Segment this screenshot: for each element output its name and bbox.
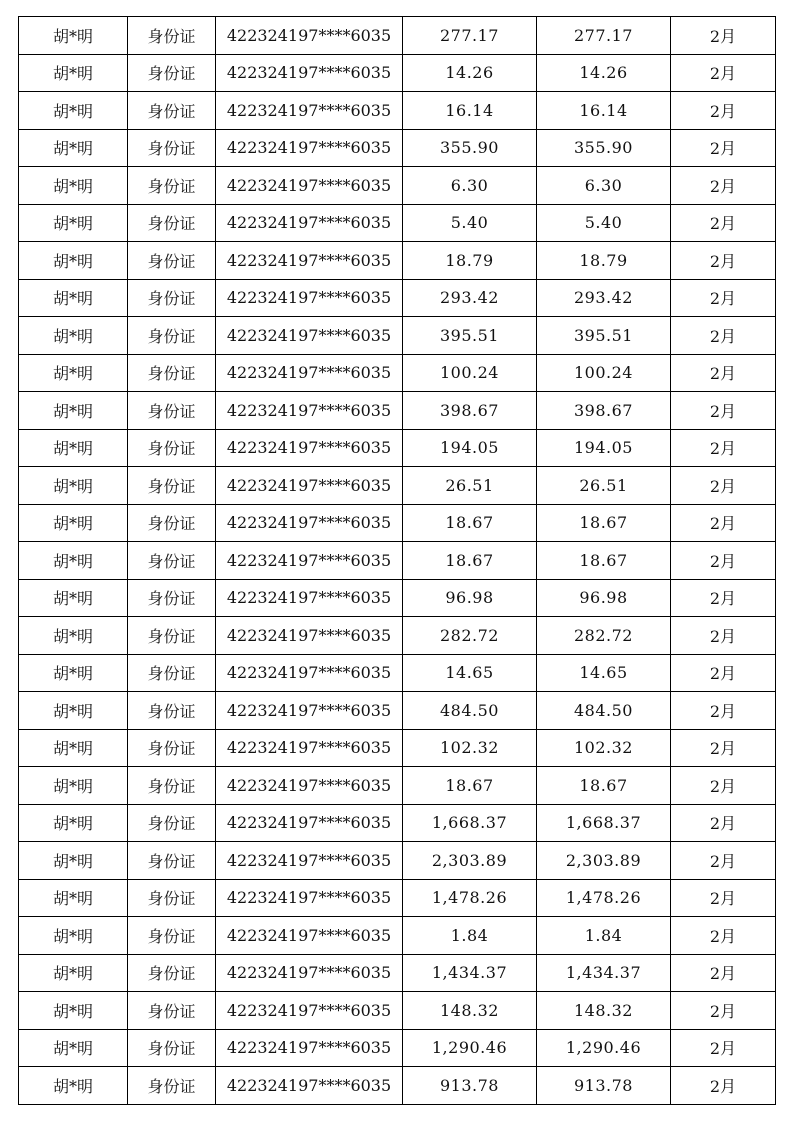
amount-cell: 26.51 [403, 467, 537, 505]
id-number-cell: 422324197****6035 [216, 729, 403, 767]
amount-total-cell: 1.84 [537, 917, 671, 955]
table-row [19, 542, 776, 580]
id-type-cell: 身份证 [128, 467, 216, 505]
table-row [19, 204, 776, 242]
table-row [19, 617, 776, 655]
month-cell: 2月 [671, 804, 776, 842]
month-cell: 2月 [671, 317, 776, 355]
id-number-cell: 422324197****6035 [216, 429, 403, 467]
amount-total-cell: 18.79 [537, 242, 671, 280]
amount-total-cell: 18.67 [537, 504, 671, 542]
table-row [19, 579, 776, 617]
id-number-cell: 422324197****6035 [216, 467, 403, 505]
name-cell: 胡*明 [19, 992, 128, 1030]
name-cell: 胡*明 [19, 17, 128, 55]
month-cell: 2月 [671, 167, 776, 205]
month-cell: 2月 [671, 579, 776, 617]
amount-total-cell: 355.90 [537, 129, 671, 167]
table-row [19, 392, 776, 430]
name-cell: 胡*明 [19, 767, 128, 805]
name-cell: 胡*明 [19, 354, 128, 392]
name-cell: 胡*明 [19, 92, 128, 130]
amount-total-cell: 194.05 [537, 429, 671, 467]
month-cell: 2月 [671, 692, 776, 730]
amount-cell: 18.67 [403, 542, 537, 580]
month-cell: 2月 [671, 204, 776, 242]
amount-cell: 16.14 [403, 92, 537, 130]
amount-total-cell: 2,303.89 [537, 842, 671, 880]
amount-total-cell: 1,434.37 [537, 954, 671, 992]
amount-cell: 5.40 [403, 204, 537, 242]
id-type-cell: 身份证 [128, 279, 216, 317]
amount-cell: 1,290.46 [403, 1029, 537, 1067]
id-type-cell: 身份证 [128, 242, 216, 280]
month-cell: 2月 [671, 429, 776, 467]
amount-cell: 293.42 [403, 279, 537, 317]
month-cell: 2月 [671, 917, 776, 955]
month-cell: 2月 [671, 54, 776, 92]
id-type-cell: 身份证 [128, 92, 216, 130]
amount-cell: 18.67 [403, 767, 537, 805]
table-row [19, 729, 776, 767]
amount-cell: 6.30 [403, 167, 537, 205]
name-cell: 胡*明 [19, 729, 128, 767]
amount-cell: 395.51 [403, 317, 537, 355]
id-number-cell: 422324197****6035 [216, 354, 403, 392]
id-type-cell: 身份证 [128, 617, 216, 655]
name-cell: 胡*明 [19, 617, 128, 655]
month-cell: 2月 [671, 954, 776, 992]
amount-cell: 194.05 [403, 429, 537, 467]
name-cell: 胡*明 [19, 542, 128, 580]
name-cell: 胡*明 [19, 467, 128, 505]
amount-total-cell: 395.51 [537, 317, 671, 355]
name-cell: 胡*明 [19, 879, 128, 917]
amount-cell: 18.67 [403, 504, 537, 542]
id-type-cell: 身份证 [128, 729, 216, 767]
amount-cell: 282.72 [403, 617, 537, 655]
amount-total-cell: 5.40 [537, 204, 671, 242]
amount-cell: 1,478.26 [403, 879, 537, 917]
id-type-cell: 身份证 [128, 204, 216, 242]
id-number-cell: 422324197****6035 [216, 992, 403, 1030]
payment-table-body [19, 17, 776, 1105]
month-cell: 2月 [671, 617, 776, 655]
table-row [19, 467, 776, 505]
id-number-cell: 422324197****6035 [216, 1067, 403, 1105]
amount-total-cell: 293.42 [537, 279, 671, 317]
amount-cell: 913.78 [403, 1067, 537, 1105]
id-type-cell: 身份证 [128, 1067, 216, 1105]
name-cell: 胡*明 [19, 1067, 128, 1105]
amount-cell: 100.24 [403, 354, 537, 392]
name-cell: 胡*明 [19, 167, 128, 205]
table-row [19, 54, 776, 92]
name-cell: 胡*明 [19, 204, 128, 242]
id-number-cell: 422324197****6035 [216, 579, 403, 617]
month-cell: 2月 [671, 17, 776, 55]
table-row [19, 879, 776, 917]
amount-total-cell: 398.67 [537, 392, 671, 430]
table-row [19, 767, 776, 805]
table-row [19, 842, 776, 880]
name-cell: 胡*明 [19, 242, 128, 280]
table-row [19, 242, 776, 280]
id-type-cell: 身份证 [128, 992, 216, 1030]
table-row [19, 17, 776, 55]
id-type-cell: 身份证 [128, 767, 216, 805]
id-number-cell: 422324197****6035 [216, 542, 403, 580]
id-type-cell: 身份证 [128, 129, 216, 167]
id-type-cell: 身份证 [128, 654, 216, 692]
id-type-cell: 身份证 [128, 392, 216, 430]
amount-cell: 2,303.89 [403, 842, 537, 880]
amount-total-cell: 16.14 [537, 92, 671, 130]
amount-total-cell: 1,478.26 [537, 879, 671, 917]
month-cell: 2月 [671, 467, 776, 505]
name-cell: 胡*明 [19, 579, 128, 617]
amount-total-cell: 484.50 [537, 692, 671, 730]
id-type-cell: 身份证 [128, 879, 216, 917]
name-cell: 胡*明 [19, 954, 128, 992]
id-number-cell: 422324197****6035 [216, 92, 403, 130]
amount-cell: 1,434.37 [403, 954, 537, 992]
amount-cell: 148.32 [403, 992, 537, 1030]
name-cell: 胡*明 [19, 129, 128, 167]
id-number-cell: 422324197****6035 [216, 842, 403, 880]
id-type-cell: 身份证 [128, 17, 216, 55]
table-row [19, 429, 776, 467]
id-number-cell: 422324197****6035 [216, 879, 403, 917]
amount-total-cell: 100.24 [537, 354, 671, 392]
id-type-cell: 身份证 [128, 917, 216, 955]
table-row [19, 1067, 776, 1105]
month-cell: 2月 [671, 279, 776, 317]
table-row [19, 354, 776, 392]
id-type-cell: 身份证 [128, 54, 216, 92]
month-cell: 2月 [671, 992, 776, 1030]
id-type-cell: 身份证 [128, 842, 216, 880]
name-cell: 胡*明 [19, 317, 128, 355]
amount-cell: 14.65 [403, 654, 537, 692]
name-cell: 胡*明 [19, 429, 128, 467]
id-type-cell: 身份证 [128, 1029, 216, 1067]
month-cell: 2月 [671, 729, 776, 767]
table-row [19, 279, 776, 317]
amount-cell: 484.50 [403, 692, 537, 730]
name-cell: 胡*明 [19, 279, 128, 317]
month-cell: 2月 [671, 504, 776, 542]
amount-total-cell: 18.67 [537, 767, 671, 805]
month-cell: 2月 [671, 654, 776, 692]
id-number-cell: 422324197****6035 [216, 617, 403, 655]
amount-cell: 355.90 [403, 129, 537, 167]
table-row [19, 954, 776, 992]
month-cell: 2月 [671, 879, 776, 917]
amount-total-cell: 14.65 [537, 654, 671, 692]
id-number-cell: 422324197****6035 [216, 767, 403, 805]
amount-total-cell: 96.98 [537, 579, 671, 617]
month-cell: 2月 [671, 1029, 776, 1067]
name-cell: 胡*明 [19, 504, 128, 542]
id-number-cell: 422324197****6035 [216, 17, 403, 55]
name-cell: 胡*明 [19, 392, 128, 430]
id-number-cell: 422324197****6035 [216, 242, 403, 280]
amount-total-cell: 277.17 [537, 17, 671, 55]
id-type-cell: 身份证 [128, 542, 216, 580]
table-row [19, 692, 776, 730]
amount-total-cell: 6.30 [537, 167, 671, 205]
amount-cell: 277.17 [403, 17, 537, 55]
id-type-cell: 身份证 [128, 804, 216, 842]
id-type-cell: 身份证 [128, 354, 216, 392]
id-number-cell: 422324197****6035 [216, 54, 403, 92]
id-number-cell: 422324197****6035 [216, 692, 403, 730]
amount-total-cell: 1,290.46 [537, 1029, 671, 1067]
table-row [19, 992, 776, 1030]
table-row [19, 804, 776, 842]
amount-cell: 398.67 [403, 392, 537, 430]
amount-cell: 96.98 [403, 579, 537, 617]
id-number-cell: 422324197****6035 [216, 654, 403, 692]
id-number-cell: 422324197****6035 [216, 317, 403, 355]
amount-cell: 102.32 [403, 729, 537, 767]
amount-cell: 18.79 [403, 242, 537, 280]
id-number-cell: 422324197****6035 [216, 504, 403, 542]
name-cell: 胡*明 [19, 804, 128, 842]
amount-total-cell: 102.32 [537, 729, 671, 767]
table-row [19, 92, 776, 130]
table-row [19, 1029, 776, 1067]
id-type-cell: 身份证 [128, 317, 216, 355]
amount-total-cell: 18.67 [537, 542, 671, 580]
table-row [19, 504, 776, 542]
table-row [19, 167, 776, 205]
amount-total-cell: 14.26 [537, 54, 671, 92]
table-row [19, 917, 776, 955]
name-cell: 胡*明 [19, 654, 128, 692]
month-cell: 2月 [671, 392, 776, 430]
id-number-cell: 422324197****6035 [216, 129, 403, 167]
id-number-cell: 422324197****6035 [216, 804, 403, 842]
id-number-cell: 422324197****6035 [216, 1029, 403, 1067]
id-type-cell: 身份证 [128, 504, 216, 542]
amount-cell: 14.26 [403, 54, 537, 92]
name-cell: 胡*明 [19, 54, 128, 92]
month-cell: 2月 [671, 129, 776, 167]
amount-cell: 1.84 [403, 917, 537, 955]
id-number-cell: 422324197****6035 [216, 204, 403, 242]
id-number-cell: 422324197****6035 [216, 279, 403, 317]
name-cell: 胡*明 [19, 842, 128, 880]
amount-total-cell: 282.72 [537, 617, 671, 655]
amount-total-cell: 913.78 [537, 1067, 671, 1105]
month-cell: 2月 [671, 542, 776, 580]
name-cell: 胡*明 [19, 917, 128, 955]
month-cell: 2月 [671, 767, 776, 805]
id-type-cell: 身份证 [128, 429, 216, 467]
id-type-cell: 身份证 [128, 579, 216, 617]
id-number-cell: 422324197****6035 [216, 392, 403, 430]
table-row [19, 129, 776, 167]
name-cell: 胡*明 [19, 1029, 128, 1067]
payment-table [18, 16, 776, 1105]
id-type-cell: 身份证 [128, 692, 216, 730]
amount-cell: 1,668.37 [403, 804, 537, 842]
id-number-cell: 422324197****6035 [216, 167, 403, 205]
month-cell: 2月 [671, 92, 776, 130]
name-cell: 胡*明 [19, 692, 128, 730]
month-cell: 2月 [671, 1067, 776, 1105]
id-type-cell: 身份证 [128, 954, 216, 992]
table-row [19, 317, 776, 355]
month-cell: 2月 [671, 842, 776, 880]
id-number-cell: 422324197****6035 [216, 954, 403, 992]
amount-total-cell: 26.51 [537, 467, 671, 505]
amount-total-cell: 148.32 [537, 992, 671, 1030]
amount-total-cell: 1,668.37 [537, 804, 671, 842]
table-row [19, 654, 776, 692]
month-cell: 2月 [671, 242, 776, 280]
month-cell: 2月 [671, 354, 776, 392]
id-type-cell: 身份证 [128, 167, 216, 205]
id-number-cell: 422324197****6035 [216, 917, 403, 955]
